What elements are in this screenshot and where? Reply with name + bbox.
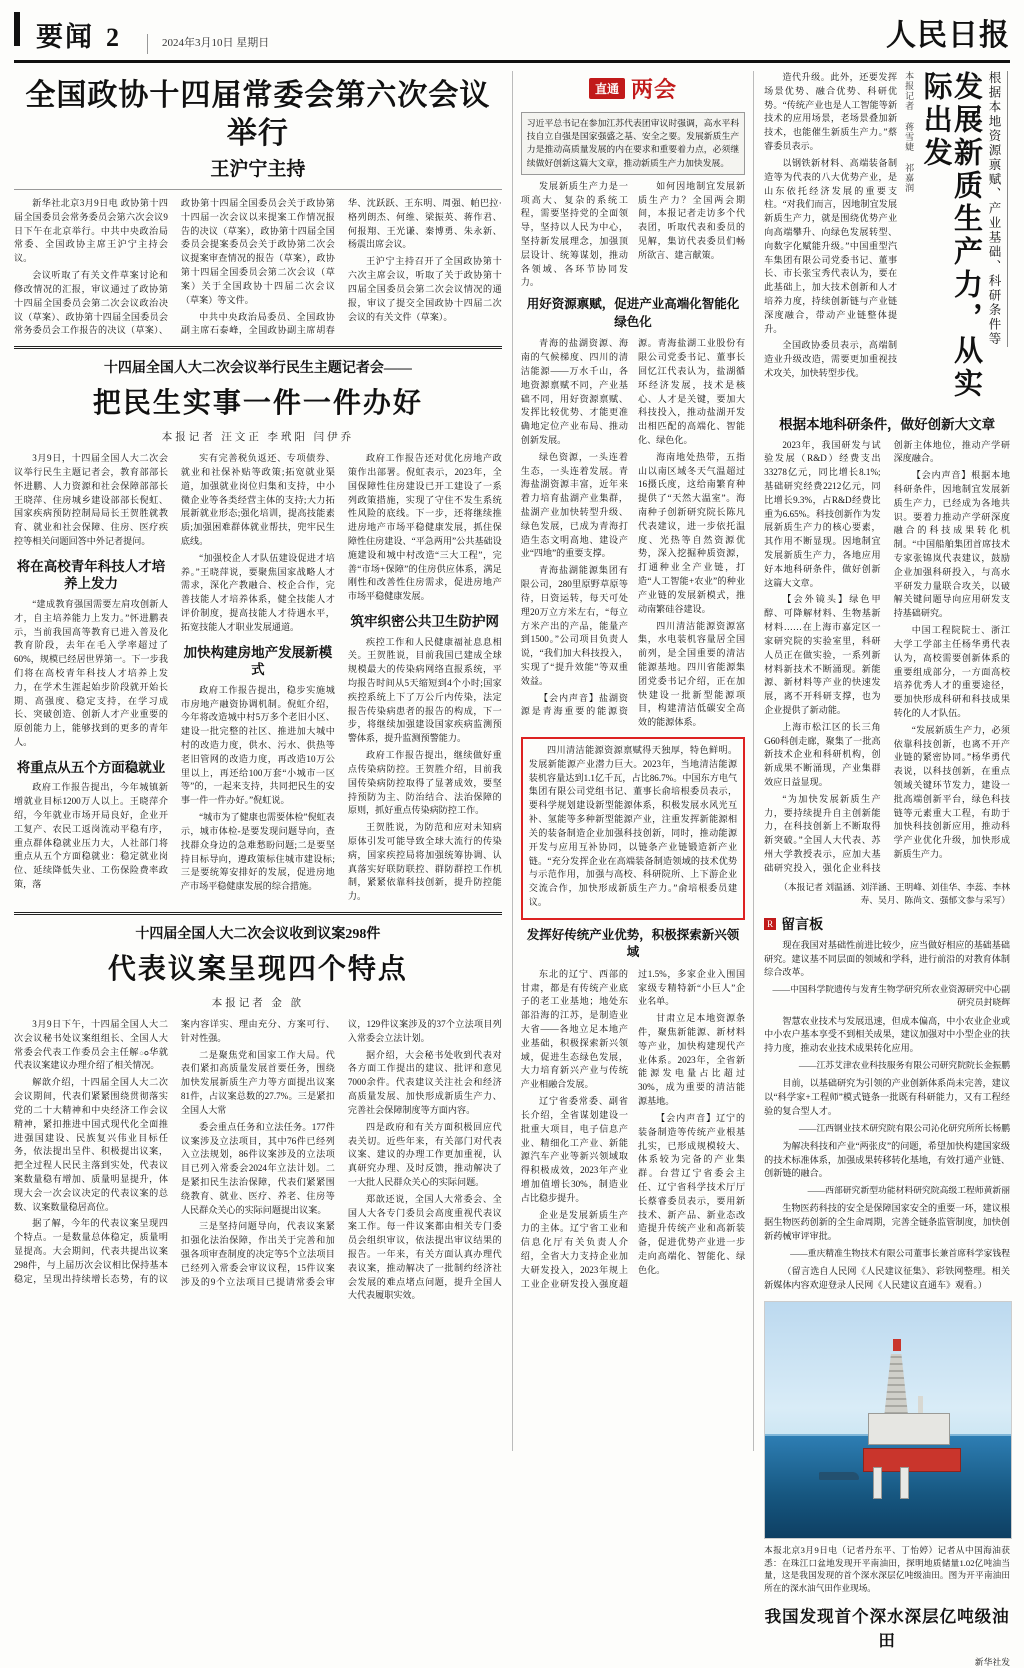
subhead: 加快构建房地产发展新模式 [183,644,333,678]
masthead-bar-icon [14,12,20,46]
lead-subhead: 王沪宁主持 [210,159,306,180]
paragraph: 【会内声音】根据本地科研条件，因地制宜发展新质生产力，已经成为各地共识。要着力推动产学研深度融合的科技成果转化机制。“中国船舶集团首席技术专家张锦岚代表建议，鼓励企业加强科研投入，与高水平研发力量联合攻关，以破解关键问题导向应用研发支持基础研究。 [893,470,1010,619]
paragraph: 绿色资源，一头连着生态，一头连着发展。青海盐湖资源丰富，近年来着力培育盐湖产业集群，盐湖产业加快转型升级、绿色发展，已成为青海打造生态文明高地、建设产业“四地”的重要支撑。 [520,451,628,559]
paragraph: 郑歆还说，全国人大常委会、全国人大各专门委员会高度重视代表议案工作。每一件议案都由相关专门委员会组织审议，依法提出审议结果的报告。一年来，有关方面认真办理代表议案，推动解决了一批制约经济社会发展的难点堵点问题，提升全国人大代表履职实效。 [347,1193,502,1301]
paragraph: 甘肃立足本地资源条件，聚焦新能源、新材料等产业，加快构建现代产业体系。2023年，全省新能源发电量占比超过30%，成为重要的清洁能源基地。 [637,1013,746,1107]
right-column [764,71,1010,1668]
middle-body-top [521,180,745,291]
story3-headline: 代表议案呈现四个特点 [107,954,408,986]
story2-body [14,452,502,904]
message-board-header [764,914,1010,934]
paragraph: 青海盐湖能源集团有限公司，280里原野草原等待，日资运转，每天可处理20万立方米左右，“每立方米产出的产品，能量产到1500。”公司项目负责人说，“我们加大科技投入，实现了“提升效能”等双重效益。 [520,565,628,686]
message-list [764,939,1010,1293]
paragraph: 上海市松江区的长三角G60科创走廊，聚集了一批高新技术企业和科研机构，创新成果不断涌现，产业集群效应日益显现。 [764,721,881,788]
divider [14,912,502,915]
paragraph: 企业是发展新质生产力的主体。辽宁省工业和信息化厅有关负责人介绍，全省大力支持企业加大研发投入，2023年规上工业企业研发投入强度超过1.5%，多家企业入围国家级专精特新“小巨人”企业名单。 [520,968,746,1289]
platform-deck [868,1413,950,1445]
zhitong-label: 直通 [589,78,625,99]
paragraph: 新华社北京3月9日电 政协第十四届全国委员会常务委员会第六次会议9日下午在北京举行。中共中央政治局常委、全国政协主席王沪宁主持会议。 [14,198,168,264]
paragraph: 四是政府和有关方面积极回应代表关切。近些年来，有关部门对代表议案、建议的办理工作更加重视，认真研究办理、及时反馈，推动解决了一大批人民群众关心的实际问题。 [347,1121,502,1187]
divider [14,346,502,349]
paragraph: 会议听取了有关文件草案讨论和修改情况的汇报，审议通过了政协第十四届全国委员会第二次会议政治决议（草案）、政协第十四届全国委员会常务委员会工作报告的决议（草案）、政协第十四届全国委员会关于政协第十四届一次会议以来提案工作情况报告的决议（草案），政协第十四届全国委员会提案委员会关于政协第二次会议提案审查情况的报告（草案），政协第十四届全国委员会第二次会议（草案）关于全国政协十四届二次会议（草案）等文件。 [14,198,335,336]
message-board-icon: R [764,918,776,930]
left-column [14,71,502,1451]
paragraph: 海南地处热带，五指山以南区域冬天气温超过16摄氏度，这给南繁育种提供了“天然大温室”。海南种子创新研究院长陈凡代表建议，进一步依托温度、光热等自然资源优势，深入挖掘种质资源，打通种业全产业链，打造“人工智能+农业”的种业产业链的发展新模式，推动南繁硅谷建设。 [637,451,746,614]
middle-body-trad [521,968,745,1292]
derrick-top-icon [893,1339,901,1351]
paragraph: 【会外镜头】绿色甲醇、可降解材料、生物基新材料……在上海市嘉定区一家研究院的实验室里，科研人员正在做实验，一系列新材料新技术不断涌现。新能源、新材料等产业的快速发展，离不开科研支撑，也为企业提供了新动能。 [764,594,881,715]
paragraph: 辽宁省委常委、副省长介绍，全省谋划建设一批重大项目，电子信息产业、精细化工产业、新能源汽车产业等新兴领域取得积极成效，2023年产业增加值增长30%，制造业占比稳步提升。 [520,1096,628,1203]
lead-body [14,197,502,338]
masthead-left [14,12,269,54]
subhead: 发挥好传统产业优势，积极探索新兴领域 [526,927,740,960]
message-source: ——重庆精准生物技术有限公司董事长兼首席科学家钱程 [790,1247,1010,1258]
message-note: （留言选自人民网《人民建议征集》、彩铁网整理。相关新媒体内容欢迎登录人民网《人民建议直通车》观看。） [764,1266,1010,1290]
paragraph: 全国政协委员表示，高端制造业升级改造，需要更加重视技术攻关，加快转型步伐。 [764,340,898,379]
paragraph: “为加快发展新质生产力，要持续提升自主创新能力，在科技创新上不断取得新突破。”全国人大代表、苏州大学教授表示，应加大基础研究投入，强化企业科技创新主体地位，推动产学研深度融合。 [764,439,1010,873]
message-source: ——中国科学院遗传与发育生物学研究所农业资源研究中心副研究员封晓辉 [772,984,1010,1008]
message-text: 生物医药科技的安全是保障国家安全的重要一环，建议根据生物医药创新的全生命周期，完善全链条监管制度，加快创新药械审评审批。 [764,1203,1010,1242]
divider [14,189,502,190]
paragraph: 二是聚焦党和国家工作大局。代表们紧扣高质量发展首要任务，围绕加快发展新质生产力等方面提出议案81件，占议案总数的27.7%。三是紧扣全国人大常 [180,1049,335,1115]
paragraph: 如何因地制宜发展新质生产力？全国两会期间，本报记者走访多个代表团，听取代表和委员的见解，集访代表委员们畅所欲言、建言献策。 [637,180,746,260]
subhead: 用好资源禀赋，促进产业高端化智能化绿色化 [526,297,740,329]
message-board-title: 留言板 [781,917,824,933]
paragraph: 政府工作报告提出，稳步实施城市房地产融资协调机制。倪虹介绍，今年将改造城中村5万多个老旧小区、建设一批完整的社区、推进加大城中村的改造力度，供水、污水、供热等老旧管网的改造力度，再改造10万公里以上，再还给100万套“小城市一区等”的，一起来支持，共同把民生的安事一件一件办好。”倪虹说。 [180,684,335,806]
story3-byline: 本报记者 金 歆 [211,998,305,1010]
story2-byline: 本报记者 汪文正 李玳阳 闫伊乔 [161,432,355,444]
story3-body [14,1018,502,1306]
highlight-box [521,737,745,920]
paragraph: 【会内声音】辽宁的装备制造等传统产业根基扎实，已形成规模较大、体系较为完备的产业集群。台营辽宁省委会主任、辽宁省科学技术厅厅长蔡睿委员表示，要用新技术、新产品、新业态改造提升传统产业和高新装备，促进优势产业进一步走向高端化、智能化、绿色化。 [637,1112,746,1275]
paragraph: 政府工作报告还对优化房地产政策作出部署。倪虹表示，2023年，全国保障性住房建设已开工建设了一系列政策措施，实现了守住不发生系统性风险的底线。下一步，还将继续推进房地产市场平稳健康发展，抓住保障性住房建设、“平急两用”公共基础设施建设和城中村改造“三大工程”，完善“市场+保障”的住房供应体系，满足刚性和改善性住房需求，促进房地产市场平稳健康发展。 [347,453,502,602]
feature-byline: 本报记者 蒋雪婕 祁嘉润 [904,71,915,193]
paragraph: 政府工作报告提出，继续做好重点传染病防控。王贺胜介绍，目前我国传染病防控取得了显著成效，要坚持预防为主、防治结合、法治保障的原则，抓好重点传染病防控工作。 [347,750,502,816]
feature-subhead: 根据本地资源禀赋、产业基础、科研条件等 [985,71,1008,347]
paper-logo: 人民日报 [886,19,1010,52]
paragraph: 解歆介绍，十四届全国人大二次会议期间，代表们紧紧围绕贯彻落实党的二十大精神和中央经济工作会议精神，紧扣推进中国式现代化全面推进强国建设、民族复兴伟业目标任务，依法提出呈件、积极提出议案，把全过程人民民主落到实处，代表议案数量稳有增加、质量明显提升，体现大会一次会议决定的代表议案的总数、议案数量稳居高位。 [14,1077,168,1212]
masthead [14,0,1010,63]
paragraph: “城市为了健康也需要体检”倪虹表示，城市体检-是要发现问题导向，查找群众身边的急难愁盼问题;二是要坚持目标导向，遵政策标住城市建设标;三是要统筹安排好的发展，促进房地产市场平稳健康发展的综合措施。 [180,812,335,892]
paragraph: 造代升级。此外，还要发挥场景优势、融合优势、科研优势。“传统产业也是人工智能等新技术的应用场景，老场景叠加新技术，也能催生新质生产力。”蔡睿委员表示。 [764,72,898,152]
paragraph: 王沪宁主持召开了全国政协第十六次主席会议，听取了关于政协第十四届全国委员会第二次会议情况的通报，审议了提交全国政协十四届二次会议的有关文件（草案）。 [347,256,502,322]
paragraph: 3月9日，十四届全国人大二次会议举行民生主题记者会，教育部部长怀进鹏、人力资源和社会保障部部长王晓萍、住房城乡建设部部长倪虹、国家疾病预防控制局局长王贺胜就教育、就业和社会保障、住房、医疗疾控等相关问题回答中外记者提问。 [14,453,168,546]
platform-leg [873,1467,882,1499]
support-vessel [819,1472,859,1480]
subhead: 将重点从五个方面稳就业 [16,759,166,775]
paragraph: 【会内声音】盐湖资源是青海重要的能源资源。青海盐湖工业股份有限公司党委书记、董事长回忆江代表认为，盐湖循环经济发展，技术是核心、人才是关键，要加大科技投入，推动盐湖开发出相匹配的高端化、智能化、绿色化。 [520,338,746,717]
editor-note: 习近平总书记在参加江苏代表团审议时强调，高水平科技自立自强是国家强盛之基、安全之要。发展新质生产力是推动高质量发展的内在要求和重要着力点，必须继续做好创新这篇大文章，推动新质生产力加快发展。 [521,112,745,175]
message-text: 目前，以基础研究为引领的产业创新体系尚未完善，建议以“科学家+工程师”模式链条一批既有科研能力，又有工程经验的复合型人才。 [764,1078,1010,1116]
story2-headline: 把民生实事一件一件办好 [92,388,423,420]
paragraph: 3月9日下午，十四届全国人大二次会议秘书处议案组组长、全国人大常委会代表工作委员会主任解ం华就代表议案建议办理介绍了相关情况。 [14,1019,168,1071]
paragraph: 青海的盐湖资源、海南的气候梯度、四川的清洁能源——万水千山，各地资源禀赋不同，产业基础不同，用好资源禀赋、发挥比较优势、才能更准确地定位产业布局、推动创新发展。 [520,338,628,445]
story2-kicker: 十四届全国人大二次会议举行民生主题记者会—— [103,361,412,377]
paragraph: “发展新质生产力，必须依靠科技创新，也离不开产业链的紧密协同。”杨华勇代表说，以科技创新，在重点领域关键环节发力，建设一批高端创新平台，绿色科技链等元素重大工程，有助于加快科技创新应用，推动科学产业优化升级，加快形成新质生产力。 [893,724,1010,860]
paragraph: 东北的辽宁、西部的甘肃，都是有传统产业底子的老工业基地；地处东部沿海的江苏，是制造业大省——各地立足本地产业基础，积极探索新兴领域，促进生态绿色发展，大力培育新兴产业与传统产业相融合发展。 [520,968,628,1090]
subhead: 筑牢织密公共卫生防护网 [350,614,500,630]
paragraph: “加强校企人才队伍建设促进才培养。”王晓萍说，要聚焦国家战略人才需求，深化产教融合、校企合作，完善技能人才培养体系，健全技能人才评价制度，提高技能人才待遇水平，拓宽技能人才职业发展通道。 [180,552,335,632]
contributors-line: （本报记者 刘温涵、刘洋涵、王明峰、刘佳华、李蕊、李林寿、吴月、陈尚文、强郁文参与采写） [779,881,1010,905]
message-source: ——江苏艾津农业科技服务有限公司研究院院长金振鹏 [798,1059,1010,1070]
message-text: 智慧农业技术与发展迅速，但成本偏高，中小农业企业或中小农户基本享受不到相关成果，建议加强对中小型企业的扶持力度，推动农业技术成果转化应用。 [764,1015,1010,1054]
lead-headline: 全国政协十四届常委会第六次会议举行 [25,79,491,150]
paragraph: 据介绍，大会秘书处收到代表对各方面工作提出的建议、批评和意见7000余件。代表建议关注社会和经济高质量发展、加快形成新质生产力、完善社会保障制度等方面内容。 [347,1049,502,1115]
subhead: 将在高校青年科技人才培养上发力 [16,558,166,592]
platform-leg [900,1467,909,1499]
paragraph: 2023年，我国研发与试验发展（R&D）经费支出33278亿元，同比增长8.1%;基础研究经费2212亿元，同比增长9.3%，占R&D经费比重为6.65%。科技创新作为发展新质生产力的核心要素，其作用不断显现。因地制宜发展新质生产力，各地应用好本地科研条件，做好创新这篇大文章。 [764,439,881,588]
paragraph: 据了解，今年的代表议案呈现四个特点。一是数量总体稳定，质量明显提高。大会期间，代表共提出议案298件，与上届历次会议相比保持基本稳定，呈现出持续增长态势，有的议案内容详实、理由充分、方案可行、针对性强。 [14,1019,335,1284]
section-title: 要闻 [36,22,94,52]
paragraph: 三是坚持问题导向，代表议案紧扣强化法治保障，作出关于完善和加强各项审查制度的决定等5个立法项目已经列入常委会审议议程，15件议案涉及的9个立法项目已提请常委会审议，129件议案涉及的37个立法项目列入常委会立法计划。 [180,1019,502,1287]
paragraph: 实有完善税负返还、专项债券、就业和社保补贴等政策;拓宽就业渠道，加强就业岗位归集和支持，中小微企业等各类经营主体的支持;大力拓展新就业形态;强化培训，提高技能素质;加强困难群体就业帮扶，兜牢民生底线。 [180,453,335,546]
paragraph: 政府工作报告提出，今年城镇新增就业目标1200万人以上。王晓萍介绍，今年就业市场开局良好，企业开工复产、农民工返岗流动平稳有序，重点群体稳就业压力大，人社部门将重点从五个方面稳就业：稳定就业岗位、延续降低失业、工伤保险费率政策，落 [14,782,168,890]
middle-column [512,71,754,1451]
paragraph: “建成教育强国需要左肩攻创新人才，自主培养能力上发力。”怀进鹏表示，当前我国高等教育已进入普及化教育阶段，去年在毛入学率超过了60%，规模已经居世界第一。下一步我们将在高校青年科技人才培养上发力，在学术生涯起始步阶段就开始长期、高强度、稳定支持，在学习成长、突破创造、创新人才产业重要的原创能力上，能够找到的更多的青年人。 [14,598,168,748]
paragraph: 四川清洁能源资源富集，水电装机容量居全国前列，是全国重要的清洁能源基地。四川省能源集团党委书记介绍，正在加快建设一批新型能源项目，构建清洁低碳安全高效的能源体系。 [637,620,746,728]
feature-title-block [903,71,1010,401]
paragraph: 中国工程院院士、浙江大学工学部主任杨华勇代表认为，高校需要创新体系的重要组成部分，一方面高校培养优秀人才的重要途径，要加快形成科研和科技成果转化的人才队伍。 [893,625,1010,718]
photo-source: 新华社发 [974,1657,1010,1668]
paragraph: 委会重点任务和立法任务。177件议案涉及立法项目，其中76件已经列入立法规划，86件议案涉及的立法项目已列入常委会2024年立法计划。二是紧扣民生法治保障，代表们紧紧围绕教育、就业、医疗、养老、住房等人民群众关心的实际问题提出议案。 [180,1121,335,1215]
paragraph: 中共中央政治局委员、全国政协副主席石泰峰，全国政协副主席胡春华、沈跃跃、王东明、周强、帕巴拉·格列朗杰、何维、梁振英、蒋作君、何报翔、王光谦、秦博勇、朱永新、杨震出席会议。 [180,198,502,336]
news-photo [764,1301,1012,1539]
zhitong-lianghui-badge [521,73,745,104]
paragraph: 发展新质生产力是一项高大、复杂的系统工程，需要坚持党的全面领导，坚持以人民为中心，坚持新发展理念，加强顶层设计、统筹谋划，推动各领域、各环节协同发力。 [520,180,628,288]
paragraph: 王贺胜说，为防范和应对未知病原体引发可能导致全球大流行的传染病，国家疾控局将加强统筹协调、认真落实好联防联控、群防群控工作机制，紧紧依靠科技创新，提升防控能力。 [347,822,502,902]
paragraph: 疾控工作和人民健康福祉息息相关。王贺胜说，目前我国已建成全球规模最大的传染病网络直报系统，平均报告时间从5天缩短到4个小时;国家疾控系统上下了万公斤内传染，法定报告传染病患者的报告的构成，下一步，将继续加强建设国家疾病监测预警体系，提升监测预警能力。 [347,636,502,744]
subhead: 根据本地科研条件，做好创新大文章 [779,417,996,432]
paragraph: 以钢铁新材料、高端装备制造等为代表的八大优势产业，是山东依托经济发展的重要支柱。“对我们而言，因地制宜发展新质生产力，就是围绕优势产业向高端攀升、向绿色发展转型、向数字化赋能升级。”中国重型汽车集团有限公司党委书记、董事长、市长张宝秀代表认为，要在此基础上，加大技术创新和人才培养力度，持续创新链与产业链深度融合，带动产业链整体提升。 [764,157,898,334]
right-body [764,439,1010,876]
photo-caption: 我国发现首个深水深层亿吨级油田 [764,1607,1010,1651]
message-text: 现在我国对基础性前进比较少，应当做好相应的基础基础研究。建议基不同层面的领域和学科，进行前沿的对教育体制综合改革。 [764,939,1010,978]
paragraph: 四川清洁能源资源禀赋得天独厚，特色鲜明。发展新能源产业潜力巨大。2023年，当地清洁能源装机容量达到1.1亿千瓦，占比86.7%。中国东方电气集团有限公司党组书记、董事长俞培根委员表示，要科学规划建设新型能源体系，积极发展水风光互补、氢能等多种新型能源产业，注重发挥新能源相关的装备制造企业加强科技创新，同时，推动能源开发与应用互补协同，以链条产业链锻造新产业链。“充分发挥企业在高端装备制造领域的技术优势与示范作用，加强与高校、科研院所、上下游企业交流合作，加快形成新质生产力。”俞培根委员建议。 [528,745,738,907]
page-number: 2 [106,23,119,52]
middle-body-resource [521,337,745,730]
lianghui-label: 两会 [630,77,677,102]
message-source: ——西部研究新型功能材料研究院高级工程师黄新丽 [807,1185,1010,1196]
story3-kicker: 十四届全国人大二次会议收到议案298件 [135,927,381,943]
feature-headline: 发展新质生产力，从实际出发 [919,71,982,401]
photo-note: 本报北京3月9日电（记者丹东平、丁怡婷）记者从中国海油获悉：在珠江口盆地发现开平南油田，探明地质储量1.02亿吨油当量，这是我国发现的首个深水深层亿吨级油田。图为开平南油田所在的深水油气田作业现场。 [764,1544,1010,1594]
message-source: ——江西钢业技术研究院有限公司沁化研究所所长杨鹏 [798,1122,1010,1133]
message-text: 为解决科技和产业“两张皮”的问题，希望加快构建国家级的技术标准体系，加强成果转移转化基地，有效打通产业链、创新链的融合。 [764,1140,1010,1179]
publication-date: 2024年3月10日 星期日 [147,34,269,54]
content-grid [14,71,1010,1668]
